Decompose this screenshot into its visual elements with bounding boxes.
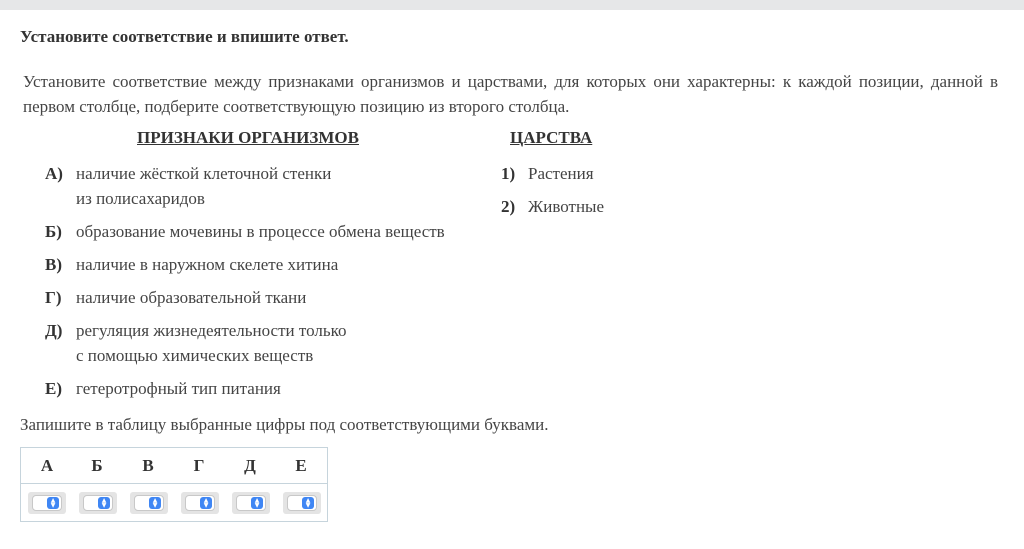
answer-select-d[interactable] [232,492,270,514]
answer-instruction: Запишите в таблицу выбранные цифры под соответствующими буквами. [20,415,549,434]
column-header-g: Г [193,456,205,475]
select-box[interactable] [287,495,317,511]
up-down-arrows-icon[interactable]: ▲ ▼ [98,497,110,509]
feature-text: гетеротрофный тип питания [76,379,281,398]
up-down-arrows-icon[interactable]: ▲ ▼ [200,497,212,509]
feature-text: наличие в наружном скелете хитина [76,255,339,274]
column-header-a: А [40,456,54,475]
feature-item [45,219,485,244]
kingdom-item [501,194,701,219]
kingdom-number: 2) [501,197,516,216]
select-box[interactable] [185,495,215,511]
answer-table [20,447,328,522]
feature-letter: В) [45,255,62,274]
up-down-arrows-icon[interactable]: ▲ ▼ [251,497,263,509]
feature-item [45,252,485,277]
feature-text: регуляция жизнедеятельности только с помощью химических веществ [76,321,347,365]
feature-letter: Г) [45,288,62,307]
answer-select-a[interactable] [28,492,66,514]
kingdom-number: 1) [501,164,516,183]
kingdom-item [501,161,701,186]
task-title: Установите соответствие и впишите ответ. [20,27,349,46]
feature-item [45,376,485,401]
answer-select-e[interactable] [283,492,321,514]
column-header-d: Д [244,456,256,475]
kingdom-label: Животные [528,197,605,216]
column-header-v: В [142,456,154,475]
feature-item [45,285,485,310]
feature-letter: Е) [45,379,62,398]
answer-select-b[interactable] [79,492,117,514]
feature-text: наличие жёсткой клеточной стенки из полисахаридов [76,164,332,208]
select-box[interactable] [32,495,62,511]
answer-select-v[interactable] [130,492,168,514]
answer-select-g[interactable] [181,492,219,514]
feature-item [45,318,485,368]
up-down-arrows-icon[interactable]: ▲ ▼ [149,497,161,509]
feature-text: наличие образовательной ткани [76,288,307,307]
up-down-arrows-icon[interactable]: ▲ ▼ [47,497,59,509]
feature-text: образование мочевины в процессе обмена веществ [76,222,445,241]
column-header-b: Б [91,456,103,475]
top-bar [0,0,1024,10]
table-divider [21,483,327,484]
task-intro: Установите соответствие между признаками организмов и царствами, для которых они характерны: к каждой позиции, данной в первом столбце, подберите соответствующую позицию из второго столбца. [23,72,998,116]
select-box[interactable] [83,495,113,511]
left-column-heading: ПРИЗНАКИ ОРГАНИЗМОВ [137,128,359,147]
feature-letter: А) [45,164,63,183]
column-header-e: Е [295,456,307,475]
feature-item [45,161,485,211]
up-down-arrows-icon[interactable]: ▲ ▼ [302,497,314,509]
feature-letter: Д) [45,321,63,340]
right-column-heading: ЦАРСТВА [510,128,593,147]
feature-letter: Б) [45,222,62,241]
select-box[interactable] [134,495,164,511]
select-box[interactable] [236,495,266,511]
kingdom-label: Растения [528,164,594,183]
